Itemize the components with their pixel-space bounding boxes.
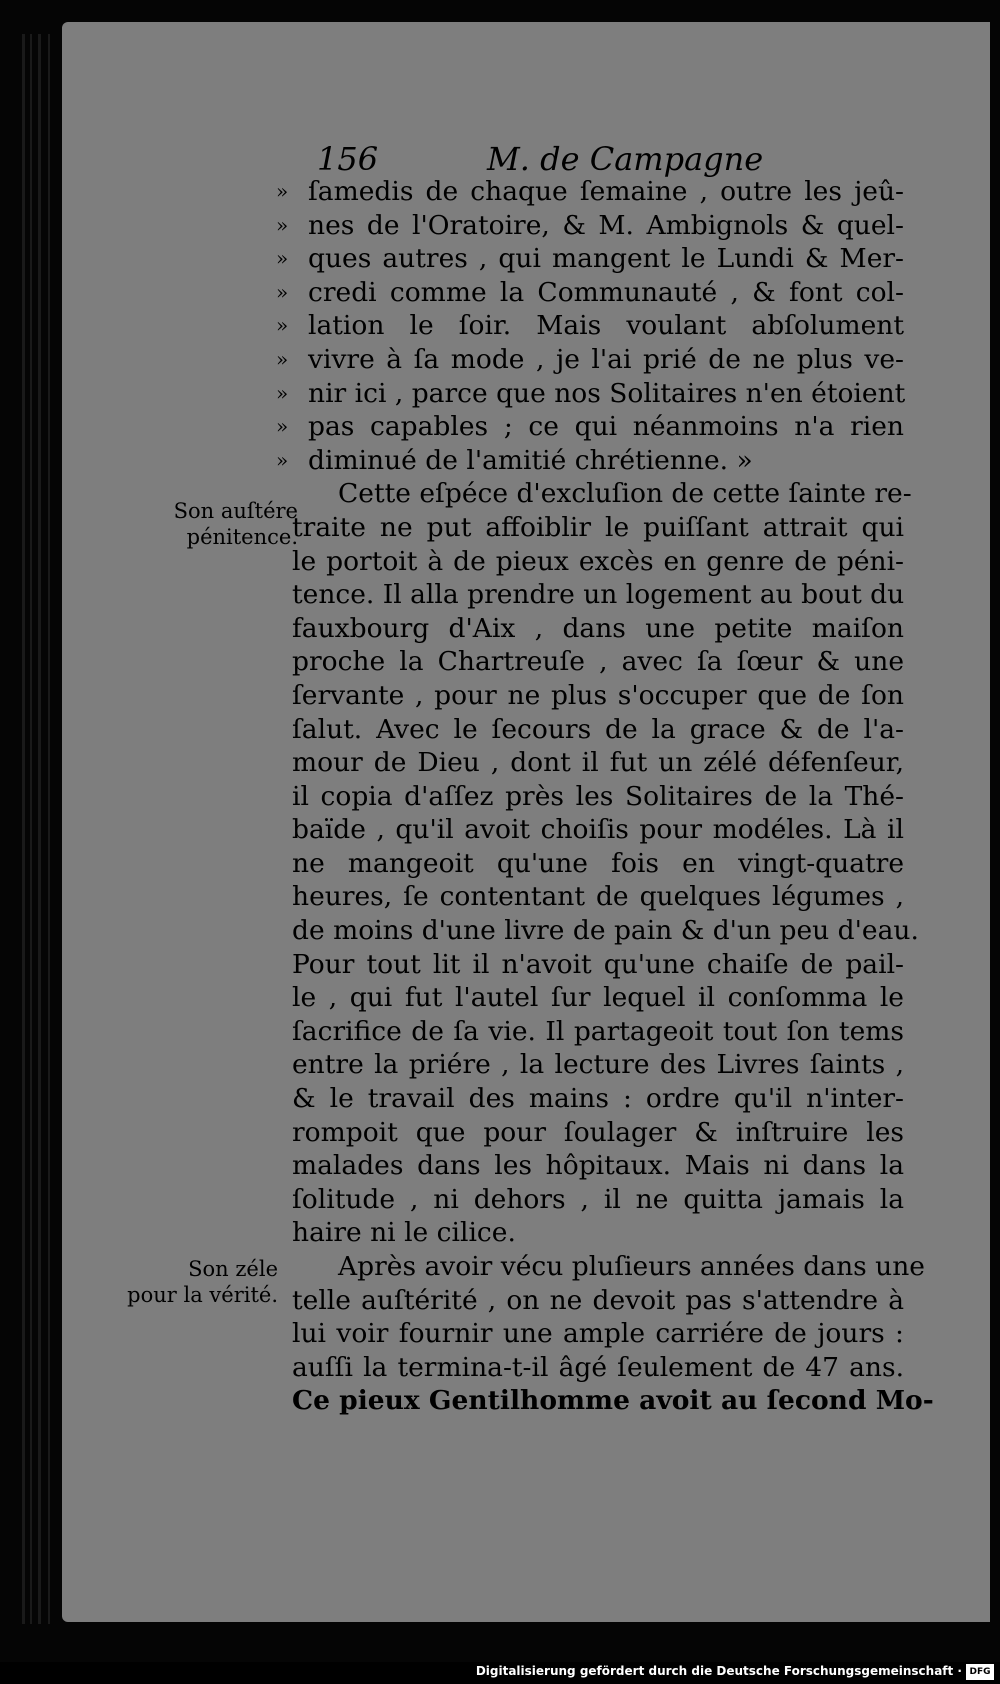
spine-line <box>22 34 25 1624</box>
text-line: » credi comme la Communauté , & font col- <box>276 276 904 308</box>
text-line: » ques autres , qui mangent le Lundi & Mer- <box>276 243 904 275</box>
text-line: heures, ſe contentant de quelques légumes , <box>292 881 904 913</box>
text-line: il copia d'aſſez près les Solitaires de la Thé- <box>292 780 904 812</box>
text-line: ne mangeoit qu'une fois en vingt-quatre <box>292 847 904 879</box>
text-line: ſacrifice de ſa vie. Il partageoit tout ſon tems <box>292 1015 904 1047</box>
text-line: entre la priére , la lecture des Livres ſaints , <box>292 1049 904 1081</box>
quote-mark: » <box>276 346 289 371</box>
text-line: auſſi la termina-t-il âgé ſeulement de 47 ans. <box>292 1351 904 1383</box>
quote-mark: » <box>276 246 289 271</box>
margin-note-line: Son auſtére <box>173 499 298 523</box>
text-line: & le travail des mains : ordre qu'il n'inter- <box>292 1083 904 1115</box>
text-line: le portoit à de pieux excès en genre de péni- <box>292 545 904 577</box>
text-line: traite ne put affoiblir le puiſſant attrait qui <box>292 511 904 543</box>
text-line: ſolitude , ni dehors , il ne quitta jamais la <box>292 1183 904 1215</box>
text-line: le , qui fut l'autel ſur lequel il conſomma le <box>292 982 904 1014</box>
quote-mark: » <box>276 179 289 203</box>
text-line: Ce pieux Gentilhomme avoit au ſecond Mo- <box>292 1385 934 1417</box>
text-line: ſalut. Avec le ſecours de la grace & de l'a- <box>292 713 904 745</box>
quote-mark: » <box>276 447 289 472</box>
text-line: Après avoir vécu pluſieurs années dans une <box>338 1251 925 1282</box>
text-line: fauxbourg d'Aix , dans une petite maiſon <box>292 612 904 644</box>
text-line: » nir ici , parce que nos Solitaires n'en étoient <box>276 377 906 409</box>
text-line: malades dans les hôpitaux. Mais ni dans la <box>292 1150 904 1182</box>
text-line: tence. Il alla prendre un logement au bout du <box>292 579 905 611</box>
page-number: 156 <box>317 140 379 178</box>
quote-mark: » <box>276 212 289 237</box>
margin-note-line: pour la vérité. <box>127 1283 278 1307</box>
dfg-logo-icon: DFG <box>966 1664 994 1680</box>
book-spine <box>22 34 62 1624</box>
text-line: » pas capables ; ce qui néanmoins n'a rien <box>276 411 904 443</box>
margin-note-line: pénitence. <box>186 525 298 549</box>
margin-note-line: Son zéle <box>188 1257 278 1281</box>
spine-line <box>38 34 41 1624</box>
text-line: lui voir fournir une ample carriére de jours : <box>292 1318 904 1350</box>
quote-mark: » <box>276 313 289 338</box>
text-line: » ſamedis de chaque ſemaine , outre les jeû- <box>276 176 904 207</box>
text-line: baïde , qu'il avoit choiſis pour modéles. Là il <box>292 814 904 846</box>
text-line: ſervante , pour ne plus s'occuper que de ſon <box>292 679 904 711</box>
text-line: mour de Dieu , dont il fut un zélé défenſeur, <box>292 747 904 779</box>
funding-credit: Digitalisierung gefördert durch die Deutsche Forschungsgemeinschaft · <box>475 1664 962 1678</box>
quote-mark: » <box>276 414 289 439</box>
margin-note-verite <box>118 1256 278 1308</box>
text-line: Cette eſpéce d'excluſion de cette ſainte re- <box>338 478 912 510</box>
text-line: » vivre à ſa mode , je l'ai prié de ne plus ve- <box>276 343 904 375</box>
quote-mark: » <box>276 279 289 304</box>
text-line: rompoit que pour ſoulager & inſtruire les <box>292 1116 904 1148</box>
text-line: telle auſtérité , on ne devoit pas s'attendre à <box>292 1284 904 1316</box>
text-line: de moins d'une livre de pain & d'un peu d'eau. <box>292 915 919 947</box>
spine-line <box>30 34 32 1624</box>
text-line: » diminué de l'amitié chrétienne. » <box>276 444 753 476</box>
text-line: proche la Chartreuſe , avec ſa ſœur & une <box>292 646 904 678</box>
text-line: Pour tout lit il n'avoit qu'une chaiſe de pail- <box>292 948 904 980</box>
running-head: M. de Campagne <box>487 140 764 178</box>
text-line: » lation le ſoir. Mais voulant abſolument <box>276 310 904 342</box>
text-line: haire ni le cilice. <box>292 1217 516 1249</box>
margin-note-penitence <box>138 498 298 550</box>
spine-line <box>48 34 50 1624</box>
quote-mark: » <box>276 380 289 405</box>
text-line: » nes de l'Oratoire, & M. Ambignols & quel- <box>276 209 904 241</box>
body-text <box>276 175 934 1418</box>
